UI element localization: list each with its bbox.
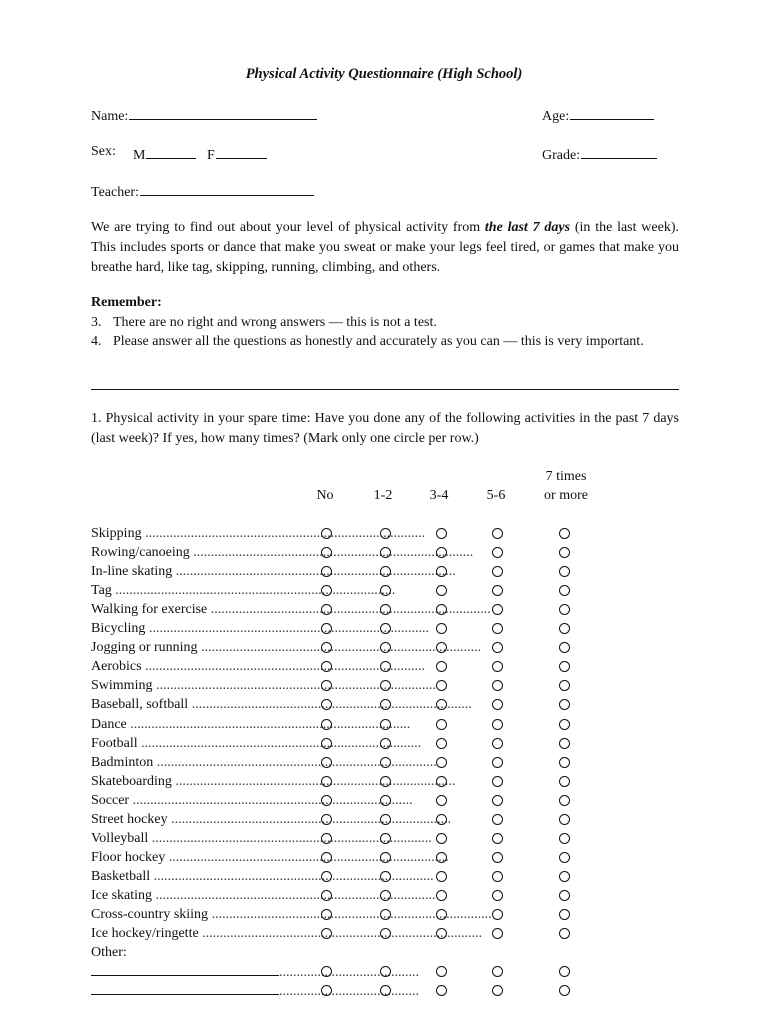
activity-name: Street hockey xyxy=(91,811,168,827)
intro-paragraph xyxy=(91,218,679,278)
leader-dots: ................................................................................ xyxy=(141,526,426,541)
remember-item-text: Please answer all the questions as honestly and accurately as you can — this is very important. xyxy=(113,334,644,349)
activity-row xyxy=(91,524,611,543)
age-blank[interactable] xyxy=(570,105,654,120)
name-label: Name: xyxy=(91,109,129,124)
leader-dots: ................................................................................ xyxy=(145,621,429,637)
radio-circle-5-6[interactable] xyxy=(492,642,503,653)
leader-dots: ................................................................................ xyxy=(189,545,474,561)
radio-circle-1-2[interactable] xyxy=(380,890,391,901)
radio-circle-1-2[interactable] xyxy=(380,757,391,768)
page-title: Physical Activity Questionnaire (High School) xyxy=(245,66,523,82)
radio-circle-5-6[interactable] xyxy=(492,795,503,806)
activity-label xyxy=(91,600,491,619)
teacher-field[interactable] xyxy=(91,181,314,201)
activity-name: Cross-country skiing xyxy=(91,907,209,922)
teacher-label: Teacher: xyxy=(91,185,139,200)
leader-dots: ................................................................................ xyxy=(152,678,436,694)
activity-label xyxy=(91,543,474,562)
leader-dots: ................................................................................ xyxy=(148,830,432,846)
radio-circle-no[interactable] xyxy=(321,795,332,806)
activity-name: Skipping xyxy=(91,526,142,541)
radio-circle-no[interactable] xyxy=(321,757,332,768)
radio-circle-3-4[interactable] xyxy=(436,680,447,691)
radio-circle-3-4[interactable] xyxy=(436,547,447,558)
radio-circle-1-2[interactable] xyxy=(380,795,391,806)
grade-blank[interactable] xyxy=(581,144,657,159)
activity-row xyxy=(91,600,611,619)
radio-circle-5-6[interactable] xyxy=(492,757,503,768)
activity-name: Floor hockey xyxy=(91,849,166,865)
radio-circle-3-4[interactable] xyxy=(436,623,447,634)
activity-row xyxy=(91,619,611,638)
radio-circle-3-4[interactable] xyxy=(436,661,447,672)
radio-circle-7-or-more[interactable] xyxy=(559,566,570,577)
radio-circle-5-6[interactable] xyxy=(492,566,503,577)
radio-circle-3-4[interactable] xyxy=(436,757,447,768)
remember-item xyxy=(91,313,679,333)
radio-circle-5-6[interactable] xyxy=(492,680,503,691)
intro-emphasis: the last 7 days xyxy=(484,220,571,235)
radio-circle-5-6[interactable] xyxy=(492,528,503,539)
activity-label xyxy=(91,638,482,657)
leader-dots: ................................................................................ xyxy=(153,754,437,770)
column-header-no: No xyxy=(316,488,334,503)
column-header-7-line2: or more xyxy=(544,488,588,503)
leader-dots: ........................................ xyxy=(279,965,419,981)
radio-circle-5-6[interactable] xyxy=(492,585,503,596)
radio-circle-7-or-more[interactable] xyxy=(559,719,570,730)
column-header-3-4: 3-4 xyxy=(429,488,449,503)
activity-label xyxy=(91,715,411,734)
radio-circle-3-4[interactable] xyxy=(436,909,447,920)
sex-female-label: F xyxy=(207,148,215,163)
column-header-7-line1: 7 times xyxy=(545,469,587,484)
radio-circle-7-or-more[interactable] xyxy=(559,966,570,977)
radio-circle-5-6[interactable] xyxy=(492,604,503,615)
radio-circle-7-or-more[interactable] xyxy=(559,776,570,787)
activity-label xyxy=(91,810,452,829)
activity-row xyxy=(91,867,611,886)
radio-circle-7-or-more[interactable] xyxy=(559,871,570,882)
radio-circle-5-6[interactable] xyxy=(492,699,503,710)
radio-circle-no[interactable] xyxy=(321,852,332,863)
age-field[interactable] xyxy=(542,105,654,125)
activity-name: Dance xyxy=(91,716,127,732)
activity-name: Baseball, softball xyxy=(91,697,189,713)
activity-label xyxy=(91,829,432,848)
radio-circle-3-4[interactable] xyxy=(436,890,447,901)
radio-circle-no[interactable] xyxy=(321,890,332,901)
radio-circle-no[interactable] xyxy=(321,871,332,882)
radio-circle-5-6[interactable] xyxy=(492,833,503,844)
radio-circle-7-or-more[interactable] xyxy=(559,680,570,691)
sex-male-option[interactable] xyxy=(133,144,196,164)
activity-row xyxy=(91,543,611,562)
activity-label xyxy=(91,562,456,581)
radio-circle-3-4[interactable] xyxy=(436,585,447,596)
activity-name: Jogging or running xyxy=(91,640,198,656)
column-header-1-2: 1-2 xyxy=(373,488,393,503)
radio-circle-no[interactable] xyxy=(321,719,332,730)
radio-circle-7-or-more[interactable] xyxy=(559,699,570,710)
radio-circle-7-or-more[interactable] xyxy=(559,623,570,634)
leader-dots: ................................................................................ xyxy=(165,849,449,865)
activity-row xyxy=(91,791,611,810)
grade-field[interactable] xyxy=(542,144,657,164)
radio-circle-no[interactable] xyxy=(321,909,332,920)
leader-dots: ................................................................................ xyxy=(152,887,436,903)
other-activity-blank[interactable] xyxy=(91,962,279,976)
radio-circle-7-or-more[interactable] xyxy=(559,547,570,558)
radio-circle-5-6[interactable] xyxy=(492,871,503,882)
radio-circle-7-or-more[interactable] xyxy=(559,604,570,615)
intro-text-before: We are trying to find out about your level of physical activity from xyxy=(91,220,485,235)
activity-row xyxy=(91,886,611,905)
activity-name: Basketball xyxy=(91,868,151,884)
leader-dots: ................................................................................ xyxy=(171,773,456,789)
radio-circle-5-6[interactable] xyxy=(492,547,503,558)
activity-name: Volleyball xyxy=(91,830,149,846)
leader-dots: ................................................................................ xyxy=(208,907,492,922)
radio-circle-5-6[interactable] xyxy=(492,928,503,939)
other-activity-row xyxy=(91,962,611,981)
activity-label xyxy=(91,924,483,943)
radio-circle-3-4[interactable] xyxy=(436,795,447,806)
radio-circle-7-or-more[interactable] xyxy=(559,738,570,749)
activity-row xyxy=(91,848,611,867)
activity-name: Football xyxy=(91,735,138,751)
sex-field xyxy=(91,144,116,160)
leader-dots: ................................................................................ xyxy=(197,640,482,656)
radio-circle-5-6[interactable] xyxy=(492,719,503,730)
radio-circle-1-2[interactable] xyxy=(380,833,391,844)
radio-circle-3-4[interactable] xyxy=(436,776,447,787)
radio-circle-5-6[interactable] xyxy=(492,776,503,787)
radio-circle-7-or-more[interactable] xyxy=(559,585,570,596)
radio-circle-3-4[interactable] xyxy=(436,871,447,882)
column-header-7-or-more xyxy=(530,467,602,505)
radio-circle-3-4[interactable] xyxy=(436,985,447,996)
radio-circle-1-2[interactable] xyxy=(380,528,391,539)
leader-dots: ................................................................................ xyxy=(188,697,472,713)
radio-circle-7-or-more[interactable] xyxy=(559,642,570,653)
radio-circle-1-2[interactable] xyxy=(380,928,391,939)
activity-name: Bicycling xyxy=(91,621,146,637)
radio-circle-7-or-more[interactable] xyxy=(559,814,570,825)
radio-circle-1-2[interactable] xyxy=(380,852,391,863)
radio-circle-7-or-more[interactable] xyxy=(559,852,570,863)
radio-circle-3-4[interactable] xyxy=(436,719,447,730)
radio-circle-7-or-more[interactable] xyxy=(559,890,570,901)
activity-label xyxy=(91,619,429,638)
intro-text-after: (in the last week). This includes sports or dance that make you sweat or make your legs feel tired, or games that make you breathe hard, like tag, skipping, running, climbing, and others. xyxy=(91,220,680,275)
radio-circle-1-2[interactable] xyxy=(380,547,391,558)
activity-row xyxy=(91,695,611,714)
other-activity-label xyxy=(91,962,419,982)
radio-circle-1-2[interactable] xyxy=(380,776,391,787)
activity-name: Badminton xyxy=(91,754,154,770)
radio-circle-5-6[interactable] xyxy=(492,661,503,672)
radio-circle-no[interactable] xyxy=(321,833,332,844)
column-header-5-6: 5-6 xyxy=(486,488,506,503)
activity-row xyxy=(91,734,611,753)
other-activity-blank[interactable] xyxy=(91,981,279,995)
sex-male-blank[interactable] xyxy=(146,144,196,159)
activity-row xyxy=(91,753,611,772)
leader-dots: ................................................................................ xyxy=(111,583,396,599)
radio-circle-1-2[interactable] xyxy=(380,719,391,730)
activity-name: Tag xyxy=(91,583,112,599)
radio-circle-1-2[interactable] xyxy=(380,871,391,882)
activity-label xyxy=(91,581,396,600)
activity-name: Rowing/canoeing xyxy=(91,545,190,561)
radio-circle-3-4[interactable] xyxy=(436,852,447,863)
radio-circle-5-6[interactable] xyxy=(492,985,503,996)
radio-circle-7-or-more[interactable] xyxy=(559,757,570,768)
teacher-blank[interactable] xyxy=(140,181,314,196)
radio-circle-3-4[interactable] xyxy=(436,966,447,977)
radio-circle-5-6[interactable] xyxy=(492,623,503,634)
activity-row xyxy=(91,638,611,657)
activity-row xyxy=(91,715,611,734)
activity-row xyxy=(91,676,611,695)
leader-dots: ................................................................................ xyxy=(141,659,426,675)
activity-label xyxy=(91,867,434,886)
radio-circle-1-2[interactable] xyxy=(380,814,391,825)
radio-circle-3-4[interactable] xyxy=(436,928,447,939)
radio-circle-5-6[interactable] xyxy=(492,966,503,977)
radio-circle-3-4[interactable] xyxy=(436,833,447,844)
radio-circle-7-or-more[interactable] xyxy=(559,928,570,939)
radio-circle-7-or-more[interactable] xyxy=(559,833,570,844)
leader-dots: ........................................ xyxy=(279,984,419,1000)
activity-label xyxy=(91,657,426,676)
radio-circle-no[interactable] xyxy=(321,814,332,825)
activity-row xyxy=(91,657,611,676)
activity-row xyxy=(91,829,611,848)
radio-circle-no[interactable] xyxy=(321,928,332,939)
radio-circle-no[interactable] xyxy=(321,528,332,539)
sex-male-label: M xyxy=(133,148,146,163)
radio-circle-3-4[interactable] xyxy=(436,814,447,825)
activity-row xyxy=(91,905,611,924)
activity-name: Soccer xyxy=(91,792,130,808)
radio-circle-7-or-more[interactable] xyxy=(559,661,570,672)
leader-dots: ................................................................................ xyxy=(198,926,483,942)
radio-circle-7-or-more[interactable] xyxy=(559,985,570,996)
activity-name: Skateboarding xyxy=(91,773,172,789)
sex-female-blank[interactable] xyxy=(216,144,267,159)
sex-female-option[interactable] xyxy=(207,144,267,164)
age-label: Age: xyxy=(542,109,570,124)
radio-circle-5-6[interactable] xyxy=(492,909,503,920)
leader-dots: ................................................................................ xyxy=(172,564,456,580)
section-divider xyxy=(91,389,679,390)
leader-dots: ................................................................................ xyxy=(126,716,411,732)
activity-name: Aerobics xyxy=(91,659,142,675)
radio-circle-3-4[interactable] xyxy=(436,528,447,539)
remember-item-number: 4. xyxy=(91,334,102,349)
activity-row xyxy=(91,810,611,829)
activity-row xyxy=(91,562,611,581)
other-activity-row xyxy=(91,981,611,1000)
activity-label xyxy=(91,695,472,714)
activity-label xyxy=(91,886,436,905)
activity-label xyxy=(91,676,436,695)
radio-circle-7-or-more[interactable] xyxy=(559,795,570,806)
remember-item-number: 3. xyxy=(91,315,102,330)
radio-circle-7-or-more[interactable] xyxy=(559,528,570,539)
radio-circle-no[interactable] xyxy=(321,776,332,787)
remember-item xyxy=(91,332,679,372)
activity-label xyxy=(91,524,426,543)
radio-circle-no[interactable] xyxy=(321,738,332,749)
leader-dots: ................................................................................ xyxy=(150,868,434,884)
other-activity-label xyxy=(91,981,419,1001)
other-label: Other: xyxy=(91,945,127,961)
leader-dots: ................................................................................ xyxy=(137,735,422,751)
activity-row xyxy=(91,581,611,600)
radio-circle-5-6[interactable] xyxy=(492,852,503,863)
question-1-text: 1. Physical activity in your spare time: Have you done any of the following activities in the past 7 days (last week)? If yes, how many times? (Mark only one circle per row.) xyxy=(91,411,679,446)
activity-label xyxy=(91,905,492,924)
radio-circle-5-6[interactable] xyxy=(492,890,503,901)
radio-circle-1-2[interactable] xyxy=(380,909,391,920)
radio-circle-5-6[interactable] xyxy=(492,738,503,749)
name-field[interactable] xyxy=(91,105,317,125)
activity-name: Swimming xyxy=(91,678,153,694)
radio-circle-5-6[interactable] xyxy=(492,814,503,825)
activity-name: Ice hockey/ringette xyxy=(91,926,199,942)
activity-label xyxy=(91,848,449,867)
name-blank[interactable] xyxy=(129,105,317,120)
radio-circle-no[interactable] xyxy=(321,547,332,558)
activity-label xyxy=(91,772,456,791)
activity-label xyxy=(91,753,437,772)
sex-label: Sex: xyxy=(91,144,116,159)
activity-row xyxy=(91,924,611,943)
remember-item-text: There are no right and wrong answers — this is not a test. xyxy=(113,315,437,330)
radio-circle-3-4[interactable] xyxy=(436,738,447,749)
activity-name: In-line skating xyxy=(91,564,173,580)
grade-label: Grade: xyxy=(542,148,581,163)
radio-circle-1-2[interactable] xyxy=(380,738,391,749)
activity-label xyxy=(91,791,413,810)
leader-dots: ................................................................................ xyxy=(129,792,413,808)
activity-row xyxy=(91,772,611,791)
radio-circle-7-or-more[interactable] xyxy=(559,909,570,920)
activity-name: Walking for exercise xyxy=(91,602,208,618)
activity-label xyxy=(91,734,422,753)
remember-heading: Remember: xyxy=(91,295,162,310)
leader-dots: ................................................................................ xyxy=(207,602,491,618)
leader-dots: ................................................................................ xyxy=(167,811,452,827)
activity-name: Ice skating xyxy=(91,887,153,903)
